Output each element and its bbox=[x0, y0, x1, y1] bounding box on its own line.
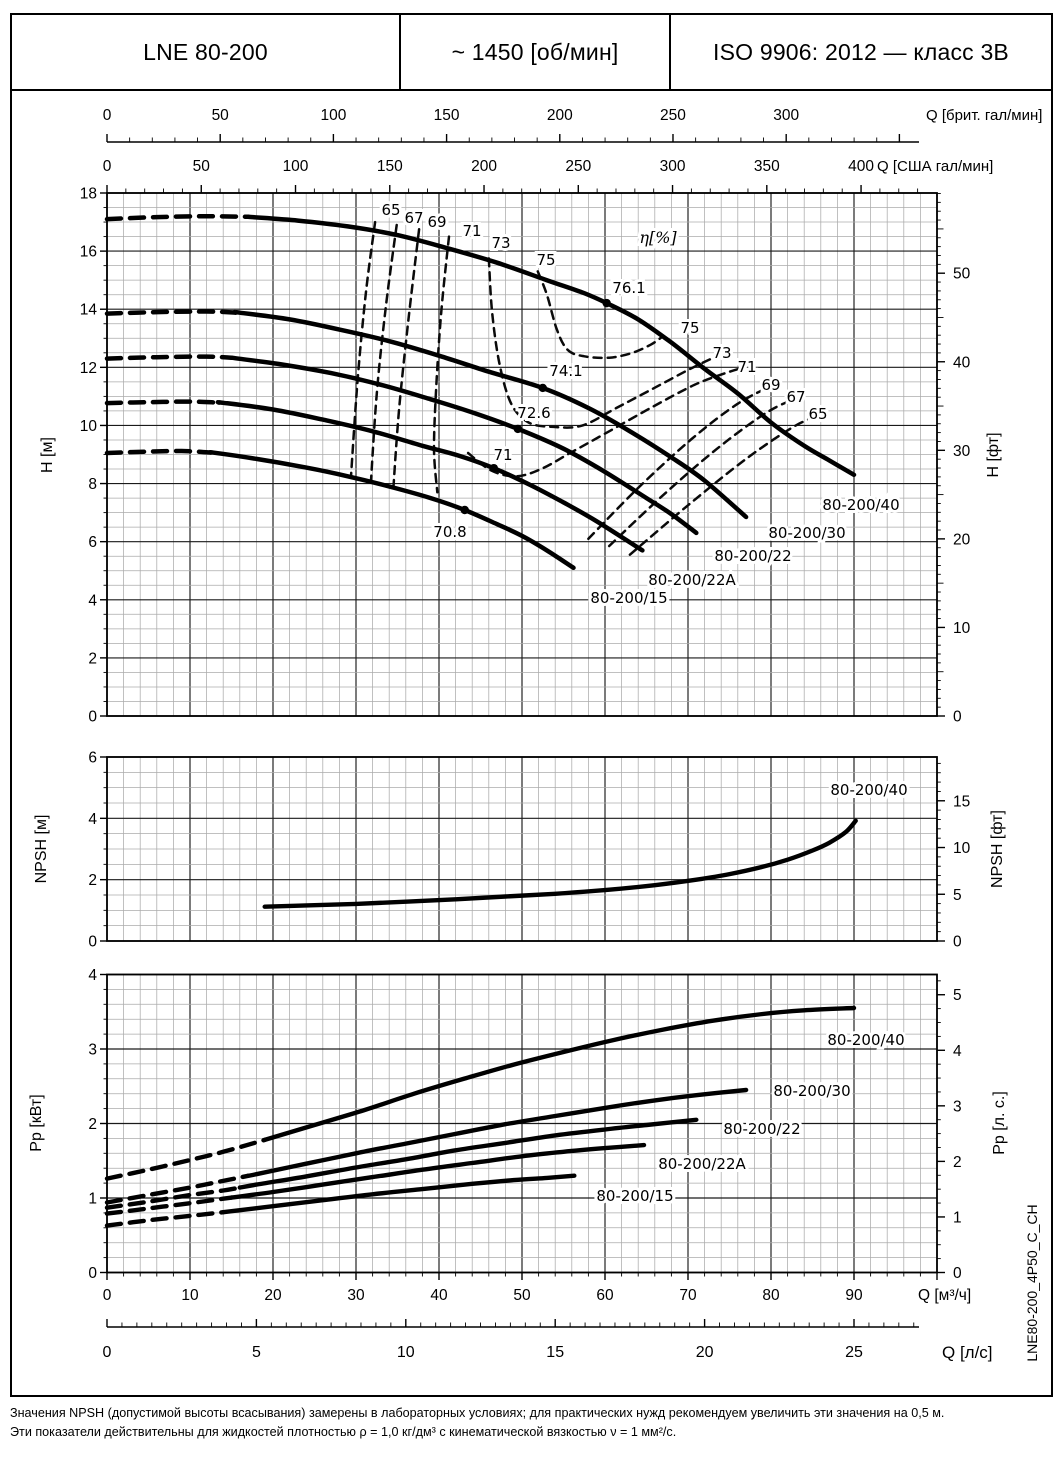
head-ytick-18: 18 bbox=[79, 185, 97, 203]
head-ytick-ft-0: 0 bbox=[953, 708, 962, 726]
curve-label-80-200/22A: 80-200/22A bbox=[658, 1155, 746, 1173]
us-gpm-tick-100: 100 bbox=[282, 158, 309, 175]
h-m-axis-title: H [м] bbox=[39, 437, 56, 473]
npsh-ytick-ft-5: 5 bbox=[953, 886, 962, 904]
iso-standard-label: ISO 9906: 2012 — класс 3В bbox=[713, 38, 1009, 65]
power-ytick-ft-5: 5 bbox=[953, 987, 962, 1005]
bep-label-76.1: 76.1 bbox=[612, 279, 646, 297]
power-ytick-ft-2: 2 bbox=[953, 1153, 962, 1171]
footer-notes bbox=[10, 1404, 1055, 1441]
head-ytick-12: 12 bbox=[79, 359, 97, 377]
footer-note-density: Эти показатели действительны для жидкостей плотностью ρ = 1,0 кг/дм³ с кинематической вязкостью ν = 1 мм²/с. bbox=[10, 1424, 677, 1439]
imp-gpm-tick-150: 150 bbox=[433, 107, 460, 124]
head-ytick-4: 4 bbox=[88, 592, 97, 610]
efficiency-value-label-1: 67 bbox=[404, 209, 424, 227]
efficiency-value-label-9: 69 bbox=[761, 376, 781, 394]
head-ytick-ft-30: 30 bbox=[953, 442, 971, 460]
npsh-ytick-0: 0 bbox=[88, 933, 97, 951]
bep-label-71: 71 bbox=[493, 446, 513, 464]
pump-speed-label: ~ 1450 [об/мин] bbox=[401, 15, 671, 89]
curve-label-80-200/40: 80-200/40 bbox=[822, 496, 900, 514]
npsh-m-axis-title: NPSH [м] bbox=[33, 814, 50, 884]
power-ytick-ft-0: 0 bbox=[953, 1265, 962, 1282]
efficiency-value-label-2: 69 bbox=[427, 213, 447, 231]
power-ytick-ft-3: 3 bbox=[953, 1098, 962, 1116]
m3h-tick-70: 70 bbox=[679, 1287, 697, 1304]
efficiency-value-label-4: 73 bbox=[491, 234, 511, 252]
curve-label-80-200/15: 80-200/15 bbox=[590, 589, 668, 607]
m3h-tick-30: 30 bbox=[347, 1287, 365, 1304]
ls-tick-0: 0 bbox=[102, 1344, 112, 1361]
power-ytick-1: 1 bbox=[88, 1190, 97, 1208]
head-ytick-10: 10 bbox=[79, 417, 97, 435]
m3h-axis-label: Q [м³/ч] bbox=[918, 1287, 972, 1304]
ls-tick-25: 25 bbox=[845, 1344, 863, 1361]
imp-gpm-tick-100: 100 bbox=[320, 107, 347, 124]
us-gpm-tick-50: 50 bbox=[192, 158, 210, 175]
ls-tick-5: 5 bbox=[251, 1344, 261, 1361]
m3h-tick-10: 10 bbox=[181, 1287, 199, 1304]
ls-tick-10: 10 bbox=[396, 1344, 415, 1361]
power-ytick-2: 2 bbox=[88, 1116, 97, 1133]
ls-tick-20: 20 bbox=[695, 1344, 714, 1361]
npsh-ytick-ft-15: 15 bbox=[953, 793, 971, 811]
head-ytick-ft-10: 10 bbox=[953, 619, 971, 637]
us-gpm-tick-250: 250 bbox=[565, 158, 592, 175]
power-ytick-0: 0 bbox=[88, 1265, 97, 1282]
us-gpm-tick-150: 150 bbox=[376, 158, 403, 175]
npsh-ytick-2: 2 bbox=[88, 872, 97, 890]
pump-model-title: LNE 80-200 bbox=[12, 15, 401, 89]
curve-label-80-200/40: 80-200/40 bbox=[830, 781, 908, 799]
m3h-tick-60: 60 bbox=[596, 1287, 614, 1304]
ls-axis-label: Q [л/с] bbox=[942, 1343, 993, 1362]
head-ytick-ft-40: 40 bbox=[953, 354, 971, 372]
header-row bbox=[12, 15, 1051, 91]
curve-label-80-200/30: 80-200/30 bbox=[768, 524, 846, 542]
document-id-vertical: LNE80-200_4P50_C_CH bbox=[1024, 1204, 1040, 1362]
npsh-ytick-4: 4 bbox=[88, 810, 97, 828]
head-ytick-ft-20: 20 bbox=[953, 531, 971, 549]
efficiency-value-label-11: 65 bbox=[808, 405, 828, 423]
curve-label-80-200/15: 80-200/15 bbox=[596, 1187, 674, 1205]
efficiency-value-label-8: 71 bbox=[737, 358, 757, 376]
head-ytick-8: 8 bbox=[88, 476, 97, 494]
us-gpm-tick-200: 200 bbox=[471, 158, 497, 175]
m3h-tick-90: 90 bbox=[845, 1287, 863, 1304]
power-ytick-ft-4: 4 bbox=[953, 1042, 962, 1060]
us-gpm-tick-350: 350 bbox=[753, 158, 780, 175]
head-ytick-0: 0 bbox=[88, 708, 97, 726]
p-hp-axis-title: Pp [л. с.] bbox=[991, 1091, 1008, 1155]
head-ytick-6: 6 bbox=[88, 534, 97, 552]
power-ytick-4: 4 bbox=[88, 967, 97, 984]
imp-gpm-tick-250: 250 bbox=[660, 107, 686, 124]
us-gpm-tick-300: 300 bbox=[659, 158, 686, 175]
bep-label-70.8: 70.8 bbox=[433, 523, 467, 541]
imp-gpm-tick-200: 200 bbox=[546, 107, 573, 124]
npsh-ft-axis-title: NPSH [фт] bbox=[989, 810, 1006, 888]
efficiency-value-label-10: 67 bbox=[786, 388, 806, 406]
curve-label-80-200/30: 80-200/30 bbox=[773, 1082, 851, 1100]
head-ytick-ft-50: 50 bbox=[953, 265, 971, 283]
imp-gpm-tick-300: 300 bbox=[773, 107, 800, 124]
m3h-tick-80: 80 bbox=[762, 1287, 780, 1304]
curve-label-80-200/40: 80-200/40 bbox=[827, 1031, 905, 1049]
npsh-ytick-ft-0: 0 bbox=[953, 933, 962, 951]
m3h-tick-40: 40 bbox=[430, 1287, 448, 1304]
bep-label-72.6: 72.6 bbox=[517, 404, 551, 422]
m3h-tick-0: 0 bbox=[102, 1287, 112, 1304]
curve-label-80-200/22: 80-200/22 bbox=[714, 547, 792, 565]
imp-gpm-tick-50: 50 bbox=[211, 107, 229, 124]
p-kw-axis-title: Pp [кВт] bbox=[28, 1094, 45, 1152]
bep-label-74.1: 74.1 bbox=[549, 362, 583, 380]
chart-frame bbox=[10, 13, 1053, 1397]
us-gpm-tick-400: 400 bbox=[848, 158, 874, 175]
m3h-tick-20: 20 bbox=[264, 1287, 282, 1304]
efficiency-value-label-6: 75 bbox=[680, 319, 700, 337]
head-ytick-14: 14 bbox=[79, 301, 97, 319]
us-gpm-axis-label: Q [США гал/мин] bbox=[877, 158, 994, 175]
power-ytick-3: 3 bbox=[88, 1041, 97, 1059]
us-gpm-tick-0: 0 bbox=[102, 158, 112, 175]
imp-gpm-axis-label: Q [брит. гал/мин] bbox=[926, 107, 1043, 124]
efficiency-axis-label: η[%] bbox=[639, 228, 677, 247]
npsh-ytick-6: 6 bbox=[88, 749, 97, 767]
h-ft-axis-title: H [фт] bbox=[985, 432, 1002, 478]
efficiency-value-label-0: 65 bbox=[381, 201, 401, 219]
curve-label-80-200/22A: 80-200/22A bbox=[648, 571, 736, 589]
efficiency-value-label-3: 71 bbox=[462, 222, 482, 240]
footer-note-npsh: Значения NPSH (допустимой высоты всасывания) замерены в лабораторных условиях; для практических нужд рекомендуем увеличить эти значения на 0,5 м. bbox=[10, 1406, 945, 1420]
head-ytick-16: 16 bbox=[79, 243, 97, 261]
npsh-ytick-ft-10: 10 bbox=[953, 840, 971, 858]
imp-gpm-tick-0: 0 bbox=[102, 107, 112, 124]
ls-tick-15: 15 bbox=[546, 1344, 565, 1361]
m3h-tick-50: 50 bbox=[513, 1287, 531, 1304]
power-ytick-ft-1: 1 bbox=[953, 1209, 962, 1227]
efficiency-value-label-5: 75 bbox=[536, 251, 556, 269]
head-ytick-2: 2 bbox=[88, 650, 97, 668]
curve-label-80-200/22: 80-200/22 bbox=[723, 1120, 801, 1138]
efficiency-value-label-7: 73 bbox=[712, 344, 732, 362]
